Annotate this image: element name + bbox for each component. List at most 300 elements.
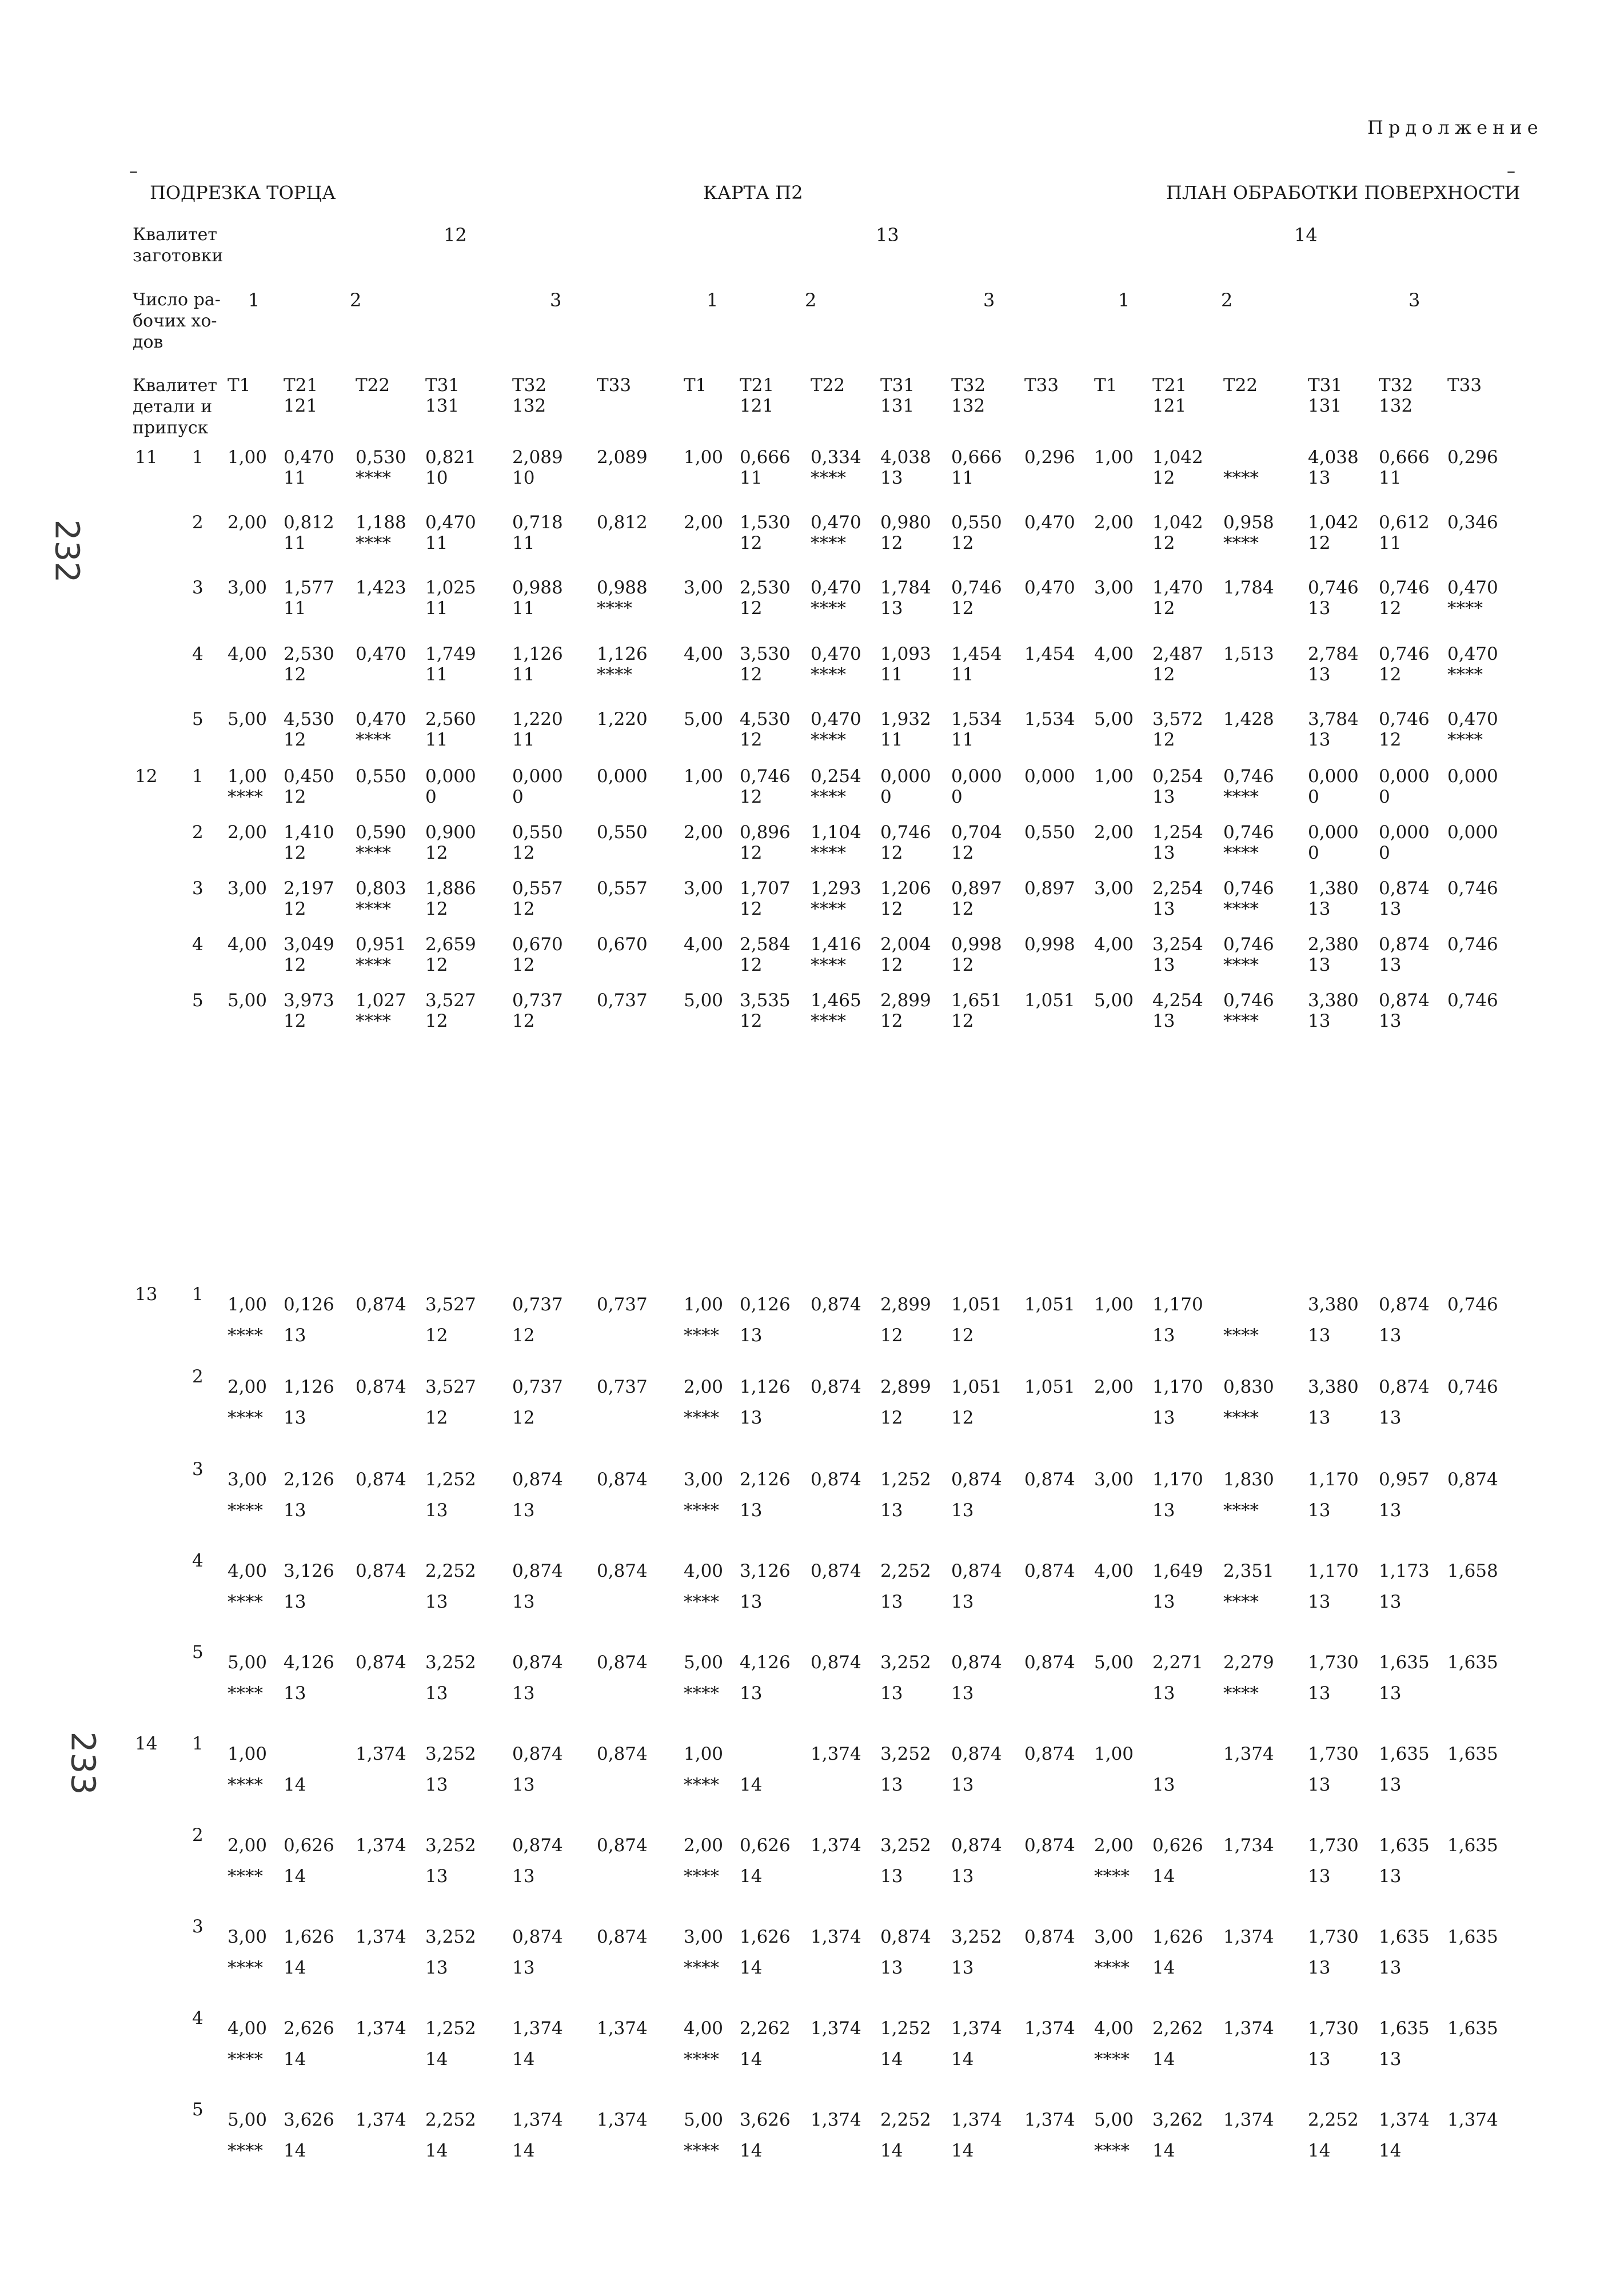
table-cell (880, 447, 931, 488)
cell-grade: 13 (740, 1325, 763, 1346)
table-cell (512, 2099, 563, 2161)
kvalitet-zag-14: 14 (1294, 224, 1318, 246)
cell-grade: 13 (284, 1325, 306, 1346)
table-cell (1094, 766, 1134, 787)
cell-grade: 12 (951, 1011, 974, 1031)
table-cell (951, 1642, 1002, 1704)
cell-value: 1,00 (228, 1744, 268, 1764)
cell-value: 0,897 (1024, 878, 1075, 899)
column-code: Т22 (1223, 375, 1258, 396)
column-header (1447, 375, 1482, 396)
cell-value: 1,374 (1379, 2110, 1430, 2130)
pass-count: 3 (550, 289, 562, 311)
column-header (1094, 375, 1117, 396)
cell-value: 4,00 (1094, 934, 1134, 955)
table-cell (1308, 447, 1359, 488)
cell-value: 0,126 (284, 1294, 334, 1315)
table-cell (880, 644, 931, 685)
table-cell (1223, 512, 1274, 553)
table-cell (684, 1916, 723, 1978)
cell-grade: 12 (1152, 664, 1175, 685)
cell-value: 1,530 (740, 512, 791, 533)
table-cell (880, 878, 931, 919)
row-index: 3 (192, 1459, 204, 1480)
table-cell (1152, 822, 1203, 863)
label-kvalitet-detali: Квалитет детали и припуск (133, 376, 217, 438)
table-cell (880, 2099, 931, 2161)
cell-value: 0,126 (740, 1294, 791, 1315)
cell-value: 1,00 (684, 766, 724, 787)
cell-grade: **** (356, 1011, 391, 1031)
cell-value: 0,612 (1379, 512, 1430, 533)
cell-value: 0,746 (1379, 709, 1430, 730)
table-cell (1223, 644, 1274, 664)
table-cell (1223, 990, 1274, 1031)
cell-value: 0,737 (512, 990, 563, 1011)
cell-grade: 12 (1152, 730, 1175, 750)
cell-value: 0,874 (1379, 990, 1430, 1011)
cell-grade: 13 (1379, 1325, 1402, 1346)
cell-value: 0,874 (597, 1927, 648, 1947)
table-cell (1152, 1459, 1203, 1521)
table-cell (597, 2099, 648, 2130)
table-cell (512, 577, 563, 619)
cell-value: 1,734 (1223, 1835, 1274, 1856)
table-cell (1024, 577, 1075, 598)
table-cell (880, 1733, 931, 1795)
table-cell (1379, 709, 1430, 750)
column-code: Т22 (356, 375, 390, 396)
cell-value: 3,049 (284, 934, 334, 955)
cell-value: 1,025 (425, 577, 476, 598)
table-cell (811, 1733, 861, 1764)
table-cell (597, 1916, 648, 1947)
cell-grade: 11 (512, 533, 535, 553)
cell-grade: **** (684, 1408, 719, 1428)
cell-value: 1,173 (1379, 1561, 1430, 1581)
cell-value: 0,000 (425, 766, 476, 787)
cell-value: 0,296 (1447, 447, 1498, 468)
table-cell (284, 878, 334, 919)
table-cell (1379, 1916, 1430, 1978)
column-subcode: 131 (880, 396, 915, 416)
cell-grade: 11 (951, 664, 974, 685)
cell-value: 1,410 (284, 822, 334, 843)
table-cell (1447, 822, 1498, 843)
cell-grade: 13 (512, 1866, 535, 1887)
cell-value: 1,00 (228, 766, 268, 787)
cell-value: 5,00 (228, 709, 268, 730)
table-cell (425, 934, 476, 975)
row-index: 5 (192, 2099, 204, 2120)
cell-grade: 11 (425, 730, 448, 750)
cell-grade: 14 (951, 2140, 974, 2161)
cell-value: 0,830 (1223, 1377, 1274, 1397)
cell-value: 0,874 (512, 1469, 563, 1490)
table-cell (1308, 1459, 1359, 1521)
table-cell (1447, 1366, 1498, 1397)
table-cell (1024, 709, 1075, 730)
cell-grade: 14 (512, 2140, 535, 2161)
cell-value: 1,220 (597, 709, 648, 730)
cell-grade: 13 (1379, 1592, 1402, 1612)
table-cell (1308, 1284, 1359, 1346)
cell-grade: **** (228, 1500, 263, 1521)
table-cell (1024, 1916, 1075, 1947)
cell-grade: 13 (740, 1408, 763, 1428)
cell-grade: 11 (512, 730, 535, 750)
table-cell (356, 709, 406, 750)
cell-value: 0,000 (1447, 766, 1498, 787)
cell-value: 4,00 (228, 934, 268, 955)
cell-value: 1,00 (228, 447, 268, 468)
table-cell (1024, 822, 1075, 843)
table-cell (811, 2008, 861, 2039)
table-cell (512, 1366, 563, 1428)
table-cell (1223, 1642, 1274, 1704)
cell-value: 3,252 (880, 1744, 931, 1764)
cell-value: 3,527 (425, 990, 476, 1011)
cell-value: 1,730 (1308, 1927, 1359, 1947)
table-cell (356, 1642, 406, 1673)
cell-grade: 11 (425, 598, 448, 619)
table-cell (1024, 1284, 1075, 1315)
cell-value: 0,746 (880, 822, 931, 843)
cell-value: 0,896 (740, 822, 791, 843)
table-cell (1447, 1916, 1498, 1947)
table-cell (228, 934, 267, 955)
cell-grade: 13 (880, 598, 903, 619)
column-header (1024, 375, 1059, 396)
cell-value: 0,958 (1223, 512, 1274, 533)
cell-value: 1,534 (951, 709, 1002, 730)
table-cell (951, 878, 1002, 919)
cell-grade: 11 (740, 468, 763, 488)
cell-value: 1,252 (880, 1469, 931, 1490)
table-cell (425, 1733, 476, 1795)
cell-value: 3,00 (684, 878, 724, 899)
cell-value: 0,874 (811, 1294, 861, 1315)
table-cell (1223, 766, 1274, 807)
cell-grade: 13 (1308, 664, 1331, 685)
cell-grade: 12 (740, 533, 763, 553)
cell-grade: 13 (880, 1866, 903, 1887)
cell-grade: **** (1223, 1592, 1259, 1612)
table-cell (684, 1550, 723, 1612)
table-cell (1094, 709, 1134, 730)
cell-value: 0,980 (880, 512, 931, 533)
cell-value: 0,470 (1447, 577, 1498, 598)
cell-value: 1,170 (1152, 1294, 1203, 1315)
table-cell (1379, 1459, 1430, 1521)
table-cell (1379, 1550, 1430, 1612)
cell-value: 3,00 (684, 577, 724, 598)
table-cell (684, 822, 723, 843)
table-cell (597, 1550, 648, 1581)
cell-value: 1,626 (284, 1927, 334, 1947)
cell-value: 3,252 (880, 1835, 931, 1856)
cell-grade: **** (1447, 664, 1483, 685)
cell-value: 1,126 (284, 1377, 334, 1397)
kvalitet-zag-12: 12 (444, 224, 467, 246)
cell-value: 1,649 (1152, 1561, 1203, 1581)
cell-value: 0,746 (1308, 577, 1359, 598)
table-cell (1379, 1642, 1430, 1704)
table-cell (811, 1366, 861, 1397)
table-cell (1094, 822, 1134, 843)
table-cell (811, 709, 861, 750)
table-cell (228, 2008, 267, 2070)
cell-value: 2,560 (425, 709, 476, 730)
table-cell (1447, 766, 1498, 787)
table-cell (1094, 577, 1134, 598)
cell-grade: 13 (1379, 1011, 1402, 1031)
table-cell (1024, 512, 1075, 533)
table-cell (1223, 2008, 1274, 2039)
cell-value: 2,252 (880, 2110, 931, 2130)
cell-grade: 12 (512, 1408, 535, 1428)
cell-grade: 0 (880, 787, 892, 807)
cell-value: 1,374 (356, 1744, 406, 1764)
cell-value: 0,470 (1447, 644, 1498, 664)
cell-value (284, 1744, 306, 1764)
table-cell (684, 512, 723, 533)
table-cell (1152, 1284, 1203, 1346)
cell-value: 0,737 (597, 990, 648, 1011)
cell-value: 0,670 (597, 934, 648, 955)
table-cell (1379, 577, 1430, 619)
table-cell (740, 644, 791, 685)
table-cell (356, 822, 406, 863)
table-cell (811, 644, 861, 685)
row-index: 1 (192, 1284, 204, 1305)
cell-grade: **** (1223, 1325, 1259, 1346)
cell-value: 0,746 (1447, 934, 1498, 955)
table-cell (228, 1550, 267, 1612)
cell-value: 0,874 (1379, 878, 1430, 899)
cell-value: 0,000 (880, 766, 931, 787)
cell-value: 0,550 (1024, 822, 1075, 843)
cell-value: 0,874 (597, 1561, 648, 1581)
table-cell (512, 447, 563, 488)
cell-grade: 12 (284, 730, 306, 750)
cell-grade: 14 (740, 2049, 763, 2070)
table-cell (1308, 1916, 1359, 1978)
table-cell (425, 1550, 476, 1612)
table-cell (425, 512, 476, 553)
table-cell (228, 2099, 267, 2161)
table-cell (284, 1284, 334, 1346)
cell-value: 1,416 (811, 934, 861, 955)
table-cell (1379, 644, 1430, 685)
table-cell (1379, 2099, 1430, 2161)
cell-value: 1,00 (1094, 447, 1134, 468)
cell-value: 0,737 (597, 1377, 648, 1397)
cell-grade: 12 (951, 533, 974, 553)
cell-grade: 13 (425, 1866, 448, 1887)
cell-value: 3,00 (1094, 577, 1134, 598)
column-subcode: 131 (1308, 396, 1342, 416)
cell-grade: 14 (425, 2140, 448, 2161)
cell-grade: 12 (740, 598, 763, 619)
cell-value: 1,730 (1308, 1835, 1359, 1856)
table-cell (284, 1825, 334, 1887)
cell-grade: 13 (951, 1683, 974, 1704)
cell-value: 3,252 (425, 1927, 476, 1947)
table-cell (1447, 1825, 1498, 1856)
column-code: Т33 (1024, 375, 1059, 396)
pass-count: 3 (983, 289, 995, 311)
column-code: Т32 (512, 375, 547, 396)
cell-value: 1,784 (880, 577, 931, 598)
cell-value: 1,00 (684, 447, 724, 468)
cell-value: 1,635 (1447, 1744, 1498, 1764)
cell-value: 0,746 (1223, 990, 1274, 1011)
column-subcode: 121 (1152, 396, 1187, 416)
table-cell (1152, 2008, 1203, 2070)
cell-value (740, 1744, 762, 1764)
table-cell (284, 766, 334, 807)
cell-value: 0,470 (356, 709, 406, 730)
table-cell (512, 644, 563, 685)
table-cell (1094, 644, 1134, 664)
table-cell (684, 709, 723, 730)
row-index: 5 (192, 709, 204, 730)
cell-value: 1,635 (1447, 2018, 1498, 2039)
cell-value: 1,051 (1024, 1377, 1075, 1397)
cell-value: 0,590 (356, 822, 406, 843)
cell-value: 0,550 (951, 512, 1002, 533)
table-cell (1379, 822, 1430, 863)
cell-value: 3,252 (880, 1652, 931, 1673)
cell-value: 0,746 (1223, 878, 1274, 899)
continuation-label: Прдолжение (1367, 117, 1543, 138)
table-cell (880, 577, 931, 619)
table-cell (684, 1825, 723, 1887)
cell-grade: 13 (425, 1500, 448, 1521)
table-cell (1379, 1825, 1430, 1887)
cell-grade: 13 (740, 1592, 763, 1612)
cell-value: 1,00 (1094, 1744, 1134, 1764)
cell-value: 1,635 (1379, 1835, 1430, 1856)
table-cell (951, 1284, 1002, 1346)
cell-value: 0,874 (356, 1652, 406, 1673)
cell-grade: 13 (1152, 843, 1175, 863)
cell-value: 4,038 (880, 447, 931, 468)
cell-grade: 11 (951, 468, 974, 488)
cell-value: 0,000 (951, 766, 1002, 787)
cell-grade: **** (811, 664, 846, 685)
cell-grade: **** (684, 1958, 719, 1978)
cell-grade: 12 (1152, 533, 1175, 553)
cell-value: 1,707 (740, 878, 791, 899)
cell-value: 0,874 (1024, 1744, 1075, 1764)
cell-grade: **** (597, 664, 632, 685)
cell-value: 0,470 (811, 512, 861, 533)
cell-grade: 12 (880, 1408, 903, 1428)
cell-grade: **** (356, 468, 391, 488)
cell-value: 3,252 (425, 1835, 476, 1856)
cell-grade: 14 (512, 2049, 535, 2070)
cell-value: 2,254 (1152, 878, 1203, 899)
cell-value: 1,104 (811, 822, 861, 843)
table-cell (1379, 878, 1430, 919)
cell-grade: **** (356, 955, 391, 975)
table-cell (597, 1825, 648, 1856)
cell-grade: 12 (425, 843, 448, 863)
column-header (512, 375, 546, 416)
column-code: Т1 (684, 375, 707, 396)
column-subcode: 131 (425, 396, 460, 416)
cell-value: 1,027 (356, 990, 406, 1011)
table-cell (811, 447, 861, 488)
table-cell (425, 766, 476, 807)
cell-grade: 13 (1152, 787, 1175, 807)
cell-grade: 14 (740, 1958, 763, 1978)
cell-value: 1,042 (1152, 447, 1203, 468)
cell-value: 1,252 (880, 2018, 931, 2039)
cell-value: 0,000 (597, 766, 648, 787)
cell-value: 0,874 (1379, 1294, 1430, 1315)
table-cell (597, 1733, 648, 1764)
table-cell (284, 1550, 334, 1612)
cell-value: 0,254 (1152, 766, 1203, 787)
page-number-top: 232 (47, 519, 87, 583)
table-cell (597, 577, 648, 619)
row-index: 2 (192, 1366, 204, 1387)
table-cell (740, 2099, 791, 2161)
cell-grade: 12 (512, 1011, 535, 1031)
cell-value: 0,874 (951, 1744, 1002, 1764)
table-cell (811, 1642, 861, 1673)
cell-grade: 14 (1379, 2140, 1402, 2161)
cell-value: 4,530 (284, 709, 334, 730)
cell-value: 1,042 (1152, 512, 1203, 533)
kvalitet-zag-13: 13 (876, 224, 899, 246)
cell-value: 0,874 (356, 1561, 406, 1581)
pass-count: 1 (248, 289, 260, 311)
table-cell (951, 1916, 1002, 1978)
table-cell (1152, 990, 1203, 1031)
cell-value: 1,635 (1447, 1835, 1498, 1856)
table-cell (228, 512, 267, 533)
cell-grade: 13 (1308, 1683, 1331, 1704)
cell-grade: 14 (740, 1775, 763, 1795)
table-cell (512, 512, 563, 553)
cell-value: 0,470 (356, 644, 406, 664)
table-cell (1094, 2099, 1134, 2161)
table-cell (228, 878, 267, 899)
cell-grade: **** (228, 2049, 263, 2070)
table-cell (951, 1825, 1002, 1887)
table-cell (811, 1459, 861, 1490)
table-cell (684, 934, 723, 955)
cell-value: 1,830 (1223, 1469, 1274, 1490)
table-cell (228, 1916, 267, 1978)
cell-value: 0,874 (811, 1652, 861, 1673)
cell-value: 2,00 (1094, 1835, 1134, 1856)
cell-value: 1,00 (684, 1744, 724, 1764)
table-cell (811, 1550, 861, 1581)
cell-value: 0,874 (597, 1744, 648, 1764)
table-cell (425, 1825, 476, 1887)
cell-value: 2,00 (1094, 1377, 1134, 1397)
column-code: Т33 (597, 375, 632, 396)
cell-value: 1,886 (425, 878, 476, 899)
table-cell (1152, 2099, 1203, 2161)
cell-grade: 12 (284, 1011, 306, 1031)
cell-grade: 12 (512, 899, 535, 919)
